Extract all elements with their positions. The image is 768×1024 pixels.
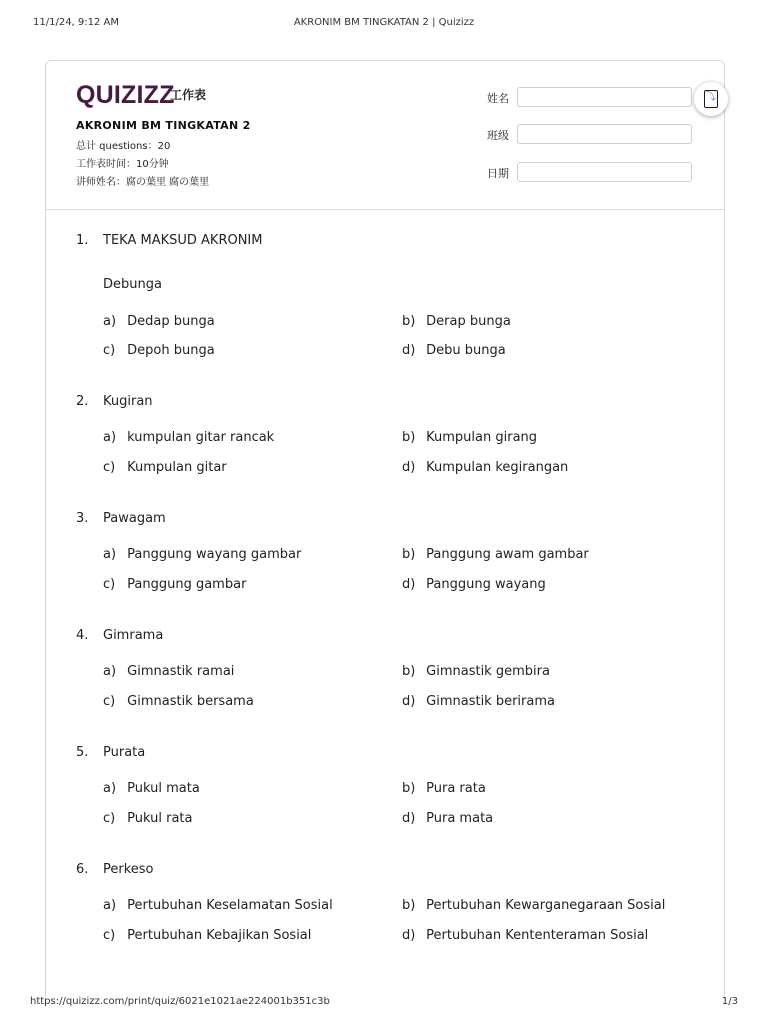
option-text: Kumpulan gitar xyxy=(127,460,227,475)
worksheet-card xyxy=(45,60,725,997)
option-text: Kumpulan kegirangan xyxy=(426,460,569,475)
option-text: Panggung gambar xyxy=(127,577,247,592)
option-text: kumpulan gitar rancak xyxy=(127,430,275,445)
question-subtext: Debunga xyxy=(103,277,162,292)
option-key: c) xyxy=(103,811,116,826)
class-field[interactable] xyxy=(517,124,692,144)
total-questions: 总计 questions：20 xyxy=(76,141,171,152)
option-text: Dedap bunga xyxy=(127,314,215,329)
option-text: Pura mata xyxy=(426,811,494,826)
option-key: c) xyxy=(103,577,116,592)
option-key: b) xyxy=(402,898,416,913)
question-number: 3. xyxy=(76,511,89,526)
option-key: d) xyxy=(402,694,416,709)
question-number: 6. xyxy=(76,862,89,877)
worksheet-title: AKRONIM BM TINGKATAN 2 xyxy=(76,119,251,132)
option-key: c) xyxy=(103,460,116,475)
download-button[interactable] xyxy=(694,82,728,116)
option-text: Panggung awam gambar xyxy=(426,547,589,562)
option-c[interactable] xyxy=(103,694,254,709)
option-text: Gimnastik berirama xyxy=(426,694,555,709)
option-b[interactable] xyxy=(402,430,537,445)
option-c[interactable] xyxy=(103,577,246,592)
option-b[interactable] xyxy=(402,547,589,562)
option-key: d) xyxy=(402,928,416,943)
option-b[interactable] xyxy=(402,314,511,329)
option-key: b) xyxy=(402,547,416,562)
question-text: Perkeso xyxy=(103,862,154,877)
option-key: b) xyxy=(402,664,416,679)
option-a[interactable] xyxy=(103,664,234,679)
option-c[interactable] xyxy=(103,343,215,358)
print-title: AKRONIM BM TINGKATAN 2 | Quizizz xyxy=(293,17,475,28)
date-label: 日期 xyxy=(487,167,509,180)
option-text: Pertubuhan Kententeraman Sosial xyxy=(426,928,649,943)
option-text: Kumpulan girang xyxy=(426,430,538,445)
option-key: d) xyxy=(402,460,416,475)
option-d[interactable] xyxy=(402,811,493,826)
question-text: Pawagam xyxy=(103,511,166,526)
option-text: Pertubuhan Keselamatan Sosial xyxy=(127,898,333,913)
worksheet-header xyxy=(46,61,724,210)
option-d[interactable] xyxy=(402,577,546,592)
quizizz-logo: QUIZIZZ xyxy=(76,81,175,109)
option-text: Derap bunga xyxy=(426,314,511,329)
option-key: c) xyxy=(103,343,116,358)
option-text: Pertubuhan Kebajikan Sosial xyxy=(127,928,312,943)
option-key: c) xyxy=(103,928,116,943)
class-label: 班级 xyxy=(487,129,509,142)
worksheet-time: 工作表时间：10分钟 xyxy=(76,159,169,170)
option-c[interactable] xyxy=(103,811,192,826)
option-d[interactable] xyxy=(402,694,555,709)
question-number: 4. xyxy=(76,628,89,643)
option-b[interactable] xyxy=(402,664,550,679)
option-text: Pukul mata xyxy=(127,781,200,796)
option-key: a) xyxy=(103,664,117,679)
option-text: Gimnastik bersama xyxy=(127,694,254,709)
option-b[interactable] xyxy=(402,781,486,796)
option-a[interactable] xyxy=(103,781,200,796)
option-text: Panggung wayang gambar xyxy=(127,547,302,562)
name-label: 姓名 xyxy=(487,92,509,105)
question-number: 1. xyxy=(76,233,89,248)
question-number: 2. xyxy=(76,394,89,409)
option-text: Debu bunga xyxy=(426,343,506,358)
option-d[interactable] xyxy=(402,343,506,358)
option-text: Gimnastik gembira xyxy=(426,664,550,679)
option-d[interactable] xyxy=(402,928,648,943)
option-key: a) xyxy=(103,547,117,562)
option-text: Gimnastik ramai xyxy=(127,664,235,679)
option-key: a) xyxy=(103,314,117,329)
option-a[interactable] xyxy=(103,898,333,913)
print-page-number: 1/3 xyxy=(721,996,738,1007)
option-c[interactable] xyxy=(103,928,311,943)
question-text: Kugiran xyxy=(103,394,153,409)
option-key: b) xyxy=(402,781,416,796)
option-a[interactable] xyxy=(103,430,274,445)
option-c[interactable] xyxy=(103,460,227,475)
option-text: Depoh bunga xyxy=(127,343,215,358)
option-key: b) xyxy=(402,430,416,445)
print-url: https://quizizz.com/print/quiz/6021e1021ae224001b351c3b xyxy=(30,996,330,1007)
date-field[interactable] xyxy=(517,162,692,182)
option-text: Pura rata xyxy=(426,781,486,796)
option-a[interactable] xyxy=(103,547,301,562)
option-key: c) xyxy=(103,694,116,709)
print-datetime: 11/1/24, 9:12 AM xyxy=(33,17,120,28)
option-key: d) xyxy=(402,343,416,358)
question-text: Gimrama xyxy=(103,628,164,643)
option-b[interactable] xyxy=(402,898,665,913)
question-number: 5. xyxy=(76,745,89,760)
question-text: Purata xyxy=(103,745,146,760)
document-download-icon: ⤵ xyxy=(704,90,718,108)
option-d[interactable] xyxy=(402,460,568,475)
option-key: a) xyxy=(103,898,117,913)
option-key: a) xyxy=(103,430,117,445)
question-text: TEKA MAKSUD AKRONIM xyxy=(103,233,263,248)
option-key: d) xyxy=(402,811,416,826)
option-text: Panggung wayang xyxy=(426,577,546,592)
option-text: Pukul rata xyxy=(127,811,193,826)
option-key: a) xyxy=(103,781,117,796)
option-key: d) xyxy=(402,577,416,592)
option-key: b) xyxy=(402,314,416,329)
teacher-name: 讲师姓名：腐の葉里 腐の葉里 xyxy=(76,177,210,188)
option-text: Pertubuhan Kewarganegaraan Sosial xyxy=(426,898,666,913)
option-a[interactable] xyxy=(103,314,215,329)
name-field[interactable] xyxy=(517,87,692,107)
logo-subtitle: 工作表 xyxy=(170,88,207,102)
